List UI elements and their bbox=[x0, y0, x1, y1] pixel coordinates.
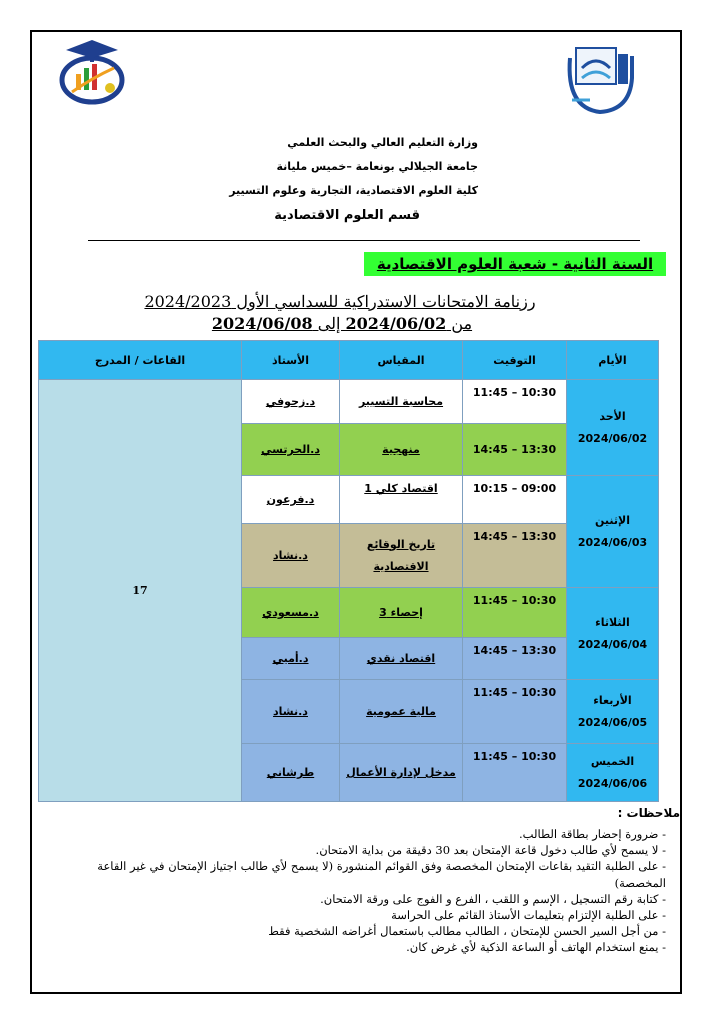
date-range-mid: إلى bbox=[312, 314, 346, 333]
schedule-date-range bbox=[206, 314, 478, 333]
subject-cell: اقتصاد كلي 1 bbox=[340, 476, 463, 524]
time-cell: 14:45 – 13:30 bbox=[463, 424, 567, 476]
professor-cell: د.أميي bbox=[242, 638, 340, 680]
faculty-label: كلية العلوم الاقتصادية، التجارية وعلوم التسيير bbox=[229, 184, 478, 197]
notes-list bbox=[46, 826, 666, 956]
date-range-prefix: من bbox=[446, 314, 473, 333]
time-cell: 14:45 – 13:30 bbox=[463, 638, 567, 680]
time-cell: 14:45 – 13:30 bbox=[463, 524, 567, 588]
day-cell bbox=[567, 744, 659, 802]
day-date: 2024/06/05 bbox=[577, 715, 648, 729]
day-cell bbox=[567, 588, 659, 680]
subject-cell: مالية عمومية bbox=[340, 680, 463, 744]
subject-cell: اقتصاد نقدي bbox=[340, 638, 463, 680]
note-item: - يمنع استخدام الهاتف أو الساعة الذكية لأي غرض كان. bbox=[406, 940, 666, 955]
time-cell: 11:45 – 10:30 bbox=[463, 380, 567, 424]
day-date: 2024/06/03 bbox=[577, 535, 648, 549]
day-date: 2024/06/06 bbox=[577, 776, 648, 790]
department-label: قسم العلوم الاقتصادية bbox=[274, 208, 420, 223]
note-item: - على الطلبة التقيد بقاعات الإمتحان المخصصة وفق القوائم المنشورة (لا يسمح لأي طالب اجتياز الإمتحان في غير القاعة المخصصة) bbox=[97, 859, 666, 890]
header-subject: المقياس bbox=[340, 341, 463, 380]
note-item: - على الطلبة الإلتزام بتعليمات الأستاذ القائم على الحراسة bbox=[391, 908, 666, 923]
professor-cell: د.فرعون bbox=[242, 476, 340, 524]
date-range-from: 2024/06/02 bbox=[345, 314, 447, 333]
subject-cell: منهجية bbox=[340, 424, 463, 476]
subject-cell: إحصاء 3 bbox=[340, 588, 463, 638]
day-cell bbox=[567, 476, 659, 588]
note-item: - كتابة رقم التسجيل ، الإسم و اللقب ، الفرع و الفوج على ورقة الامتحان. bbox=[320, 891, 666, 906]
time-cell: 11:45 – 10:30 bbox=[463, 588, 567, 638]
schedule-title: رزنامة الامتحانات الاستدراكية للسداسي الأول 2024/2023 bbox=[144, 292, 536, 311]
university-logo-icon bbox=[560, 38, 638, 118]
professor-cell: د.زحوفي bbox=[242, 380, 340, 424]
year-banner: السنة الثانية - شعبة العلوم الاقتصادية bbox=[364, 252, 666, 276]
day-date: 2024/06/04 bbox=[577, 637, 648, 651]
time-cell: 11:45 – 10:30 bbox=[463, 744, 567, 802]
time-cell: 11:45 – 10:30 bbox=[463, 680, 567, 744]
professor-cell: د.نشاد bbox=[242, 680, 340, 744]
subject-cell: محاسبة التسيير bbox=[340, 380, 463, 424]
note-item: - ضرورة إحضار بطاقة الطالب. bbox=[519, 827, 666, 841]
day-name: الأربعاء bbox=[593, 693, 632, 707]
day-name: الأحد bbox=[599, 409, 626, 423]
subject-cell: مدخل لإدارة الأعمال bbox=[340, 744, 463, 802]
room-number: 17 bbox=[39, 380, 242, 802]
note-item: - لا يسمح لأي طالب دخول قاعة الإمتحان بعد 30 دقيقة من بداية الامتحان. bbox=[315, 843, 666, 858]
date-range-to: 2024/06/08 bbox=[211, 314, 313, 333]
professor-cell: طرشاني bbox=[242, 744, 340, 802]
day-name: الخميس bbox=[590, 754, 635, 768]
time-cell: 10:15 – 09:00 bbox=[463, 476, 567, 524]
faculty-logo-icon bbox=[52, 38, 132, 108]
header-professor: الأستاذ bbox=[242, 341, 340, 380]
header-divider bbox=[88, 240, 640, 241]
professor-cell: د.مسعودي bbox=[242, 588, 340, 638]
day-name: الإثنين bbox=[595, 513, 630, 527]
day-date: 2024/06/02 bbox=[577, 431, 648, 445]
header-days: الأيام bbox=[567, 341, 659, 380]
header-rooms: القاعات / المدرج bbox=[39, 341, 242, 380]
professor-cell: د.نشاد bbox=[242, 524, 340, 588]
ministry-label: وزارة التعليم العالي والبحث العلمي bbox=[287, 136, 478, 149]
subject-cell: تاريخ الوقائع الاقتصادية bbox=[340, 524, 463, 588]
professor-cell: د.الحرتسي bbox=[242, 424, 340, 476]
day-cell bbox=[567, 380, 659, 476]
note-item: - من أجل السير الحسن للإمتحان ، الطالب مطالب باستعمال أغراضه الشخصية فقط bbox=[268, 924, 666, 939]
day-name: الثلاثاء bbox=[595, 615, 630, 629]
exam-schedule-table bbox=[38, 340, 659, 802]
notes-title: ملاحظات : bbox=[617, 806, 680, 820]
header-time: التوقيت bbox=[463, 341, 567, 380]
day-cell bbox=[567, 680, 659, 744]
university-label: جامعة الجيلالي بونعامة –خميس مليانة bbox=[276, 160, 478, 173]
